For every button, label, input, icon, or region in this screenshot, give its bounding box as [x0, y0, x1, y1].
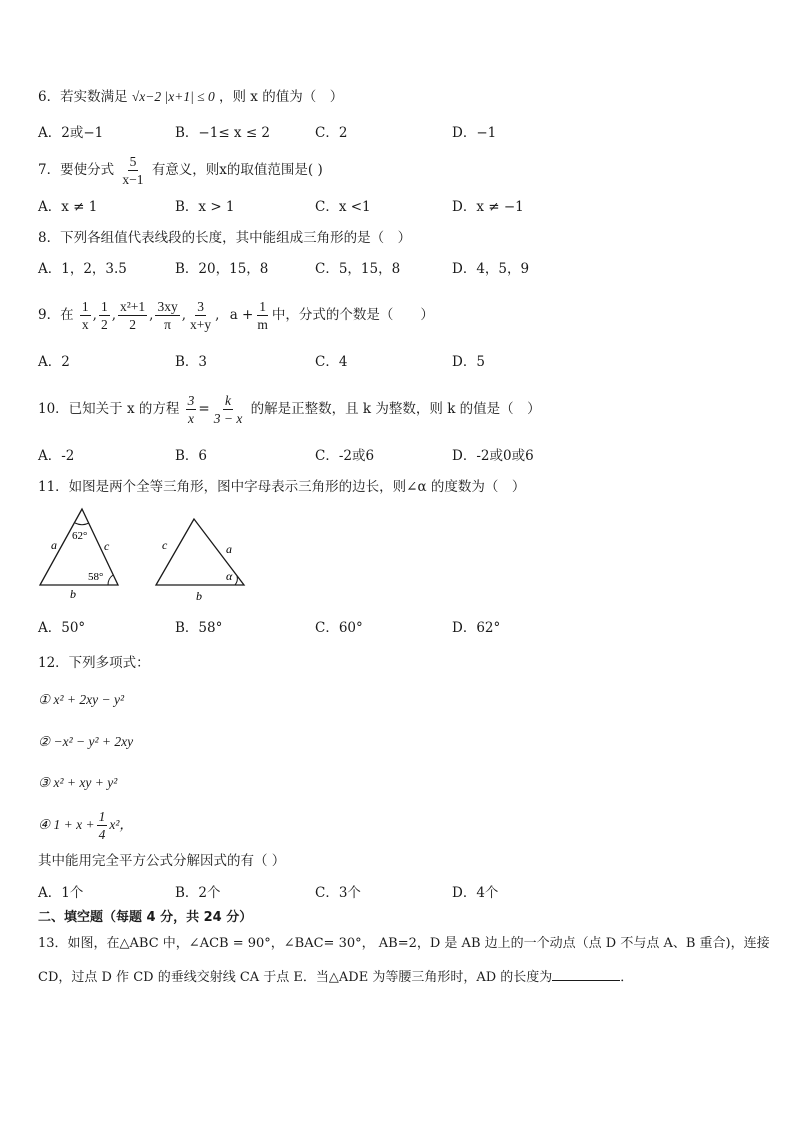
q12-option-a[interactable]: A．1个 [38, 885, 84, 901]
q12-item-4-num: 1 [98, 809, 106, 825]
triangle-1-side-b: b [70, 587, 76, 601]
q12-option-d[interactable]: D．4个 [452, 885, 499, 901]
triangle-1-side-a: a [51, 538, 57, 552]
question-7 [38, 152, 323, 188]
q7-option-d[interactable]: D．x ≠ −1 [452, 199, 524, 215]
q9-prefix: 9．在 [38, 307, 74, 323]
q11-option-d[interactable]: D．62° [452, 620, 501, 636]
q9-option-a[interactable]: A．2 [38, 354, 70, 370]
question-10 [38, 390, 541, 428]
q8-options [38, 259, 758, 279]
q10-options [38, 446, 758, 466]
triangle-1-side-c: c [104, 539, 110, 553]
q9-f4-den: π [164, 317, 171, 332]
triangle-2 [156, 519, 244, 603]
q7-suffix: 有意义，则x的取值范围是( ) [151, 162, 323, 178]
question-12: 12．下列多项式： [38, 655, 150, 671]
q7-option-c[interactable]: C．x <1 [315, 199, 371, 215]
triangle-2-side-a: a [226, 542, 232, 556]
q12-option-c[interactable]: C．3个 [315, 885, 361, 901]
q8-option-c[interactable]: C．5，15，8 [315, 261, 401, 277]
q13-answer-blank[interactable] [552, 966, 620, 981]
q11-option-a[interactable]: A．50° [38, 620, 86, 636]
q10-option-a[interactable]: A．-2 [38, 448, 75, 464]
q12-item-4-den: 4 [98, 827, 106, 843]
q10-suffix: 的解是正整数，且 k 为整数，则 k 的值是（ ） [250, 401, 541, 417]
q11-options [38, 618, 758, 638]
q6-expression: √x−2 |x+1| ≤ 0 [131, 89, 215, 104]
q9-f4-num: 3xy [157, 299, 178, 314]
q7-numerator: 5 [129, 154, 137, 169]
q10-equals: = [198, 401, 210, 417]
q10-option-d[interactable]: D．-2或0或6 [452, 448, 534, 464]
q6-prefix: 6．若实数满足 [38, 89, 128, 105]
question-8: 8．下列各组值代表线段的长度，其中能组成三角形的是（ ） [38, 230, 412, 246]
q9-f3-num: x²+1 [119, 299, 146, 314]
q7-denominator: x−1 [122, 172, 144, 187]
q9-f5-den: x+y [190, 317, 212, 332]
q12-option-b[interactable]: B．2个 [175, 885, 221, 901]
q6-options [38, 123, 758, 143]
q9-fraction-2 [99, 298, 110, 333]
triangle-1-right-angle-label: 58° [88, 571, 104, 583]
q9-suffix: 中，分式的个数是（ ） [271, 307, 434, 323]
q9-fraction-1 [80, 298, 91, 333]
question-9: 9．在 $\frac{1}{x}$ , $\frac{1}{2}$ , $\frac{\text{x²+1}}{2}$ , $\frac{3xy}{\pi}$ , $\frac{3}{x+y}$ , a + $\frac{1}{m}$ 中，分式的个数是（ ） [38, 299, 434, 332]
triangle-1-right-angle-arc [108, 575, 113, 585]
q10-lhs-fraction [186, 392, 197, 427]
q11-option-c[interactable]: C．60° [315, 620, 363, 636]
q9-mid: a + [229, 307, 254, 323]
q12-item-2: ② −x² − y² + 2xy [38, 734, 134, 749]
q9-f2-num: 1 [100, 299, 108, 314]
question-6 [38, 87, 343, 107]
q7-prefix: 7．要使分式 [38, 162, 115, 178]
q12-item-1: ① x² + 2xy − y² [38, 692, 125, 707]
question-13-line-2 [38, 966, 633, 988]
q9-fraction-4 [155, 298, 179, 333]
triangle-1-top-angle-label: 62° [72, 530, 88, 542]
triangle-2-side-b: b [196, 589, 202, 603]
q11-option-b[interactable]: B．58° [175, 620, 223, 636]
q10-rhs-num: k [225, 393, 232, 408]
q12-question: 其中能用完全平方公式分解因式的有（ ） [38, 853, 286, 869]
q9-fraction-5 [188, 298, 213, 333]
q6-option-a[interactable]: A．2或−1 [38, 125, 104, 141]
q9-flast-num: 1 [259, 299, 266, 314]
q10-rhs-den: 3 − x [213, 411, 243, 426]
q9-f2-den: 2 [100, 317, 108, 332]
q10-option-c[interactable]: C．-2或6 [315, 448, 375, 464]
q12-options [38, 883, 758, 903]
triangle-1 [40, 509, 118, 601]
q12-item-4-prefix: ④ 1 + x + [38, 817, 95, 832]
q9-f1-num: 1 [81, 299, 89, 314]
q9-f1-den: x [81, 317, 89, 332]
q10-lhs-num: 3 [187, 393, 195, 408]
q6-option-c[interactable]: C．2 [315, 125, 348, 141]
q12-item-4-suffix: x²， [109, 817, 133, 832]
q7-options [38, 197, 758, 217]
q9-f5-num: 3 [197, 299, 204, 314]
q10-prefix: 10．已知关于 x 的方程 [38, 401, 180, 417]
triangle-2-alpha-arc [235, 576, 237, 585]
q10-rhs-fraction [212, 392, 245, 427]
section-2-heading: 二、填空题（每题 4 分，共 24 分） [38, 910, 253, 925]
q9-fraction-last [255, 298, 270, 333]
q7-option-b[interactable]: B．x > 1 [175, 199, 235, 215]
q12-item-3: ③ x² + xy + y² [38, 775, 118, 790]
q10-option-b[interactable]: B．6 [175, 448, 208, 464]
q12-item-4-fraction [97, 808, 108, 843]
question-11: 11．如图是两个全等三角形，图中字母表示三角形的边长，则∠α 的度数为（ ） [38, 479, 526, 495]
q6-suffix: ，则 x 的值为（ ） [219, 89, 344, 105]
q13-line-2-end: ． [620, 970, 634, 985]
q9-options [38, 352, 758, 372]
q9-option-d[interactable]: D．5 [452, 354, 485, 370]
q9-option-c[interactable]: C．4 [315, 354, 348, 370]
q9-flast-den: m [257, 317, 268, 332]
q13-line-2-text: CD，过点 D 作 CD 的垂线交射线 CA 于点 E．当△ADE 为等腰三角形时，AD 的长度为 [38, 970, 553, 985]
q8-option-d[interactable]: D．4，5，9 [452, 261, 530, 277]
question-13-line-1: 13．如图，在△ABC 中，∠ACB = 90°，∠BAC= 30°， AB=2，D 是 AB 边上的一个动点（点 D 不与点 A、B 重合)，连接 [38, 936, 770, 951]
triangle-2-side-c: c [162, 538, 168, 552]
q11-congruent-triangles-figure [30, 505, 260, 605]
q10-lhs-den: x [188, 411, 195, 426]
q12-item-4 [38, 806, 133, 844]
triangle-1-top-angle-arc [75, 523, 89, 525]
q8-option-b[interactable]: B．20，15，8 [175, 261, 269, 277]
q9-option-b[interactable]: B．3 [175, 354, 208, 370]
q8-option-a[interactable]: A．1，2，3.5 [38, 261, 127, 277]
q7-fraction [120, 153, 145, 188]
q9-fraction-3 [118, 298, 147, 333]
q6-option-b[interactable]: B．−1≤ x ≤ 2 [175, 125, 271, 141]
q6-option-d[interactable]: D．−1 [452, 125, 497, 141]
q7-option-a[interactable]: A．x ≠ 1 [38, 199, 98, 215]
q9-f3-den: 2 [129, 317, 136, 332]
triangle-2-alpha-label: α [226, 569, 233, 583]
